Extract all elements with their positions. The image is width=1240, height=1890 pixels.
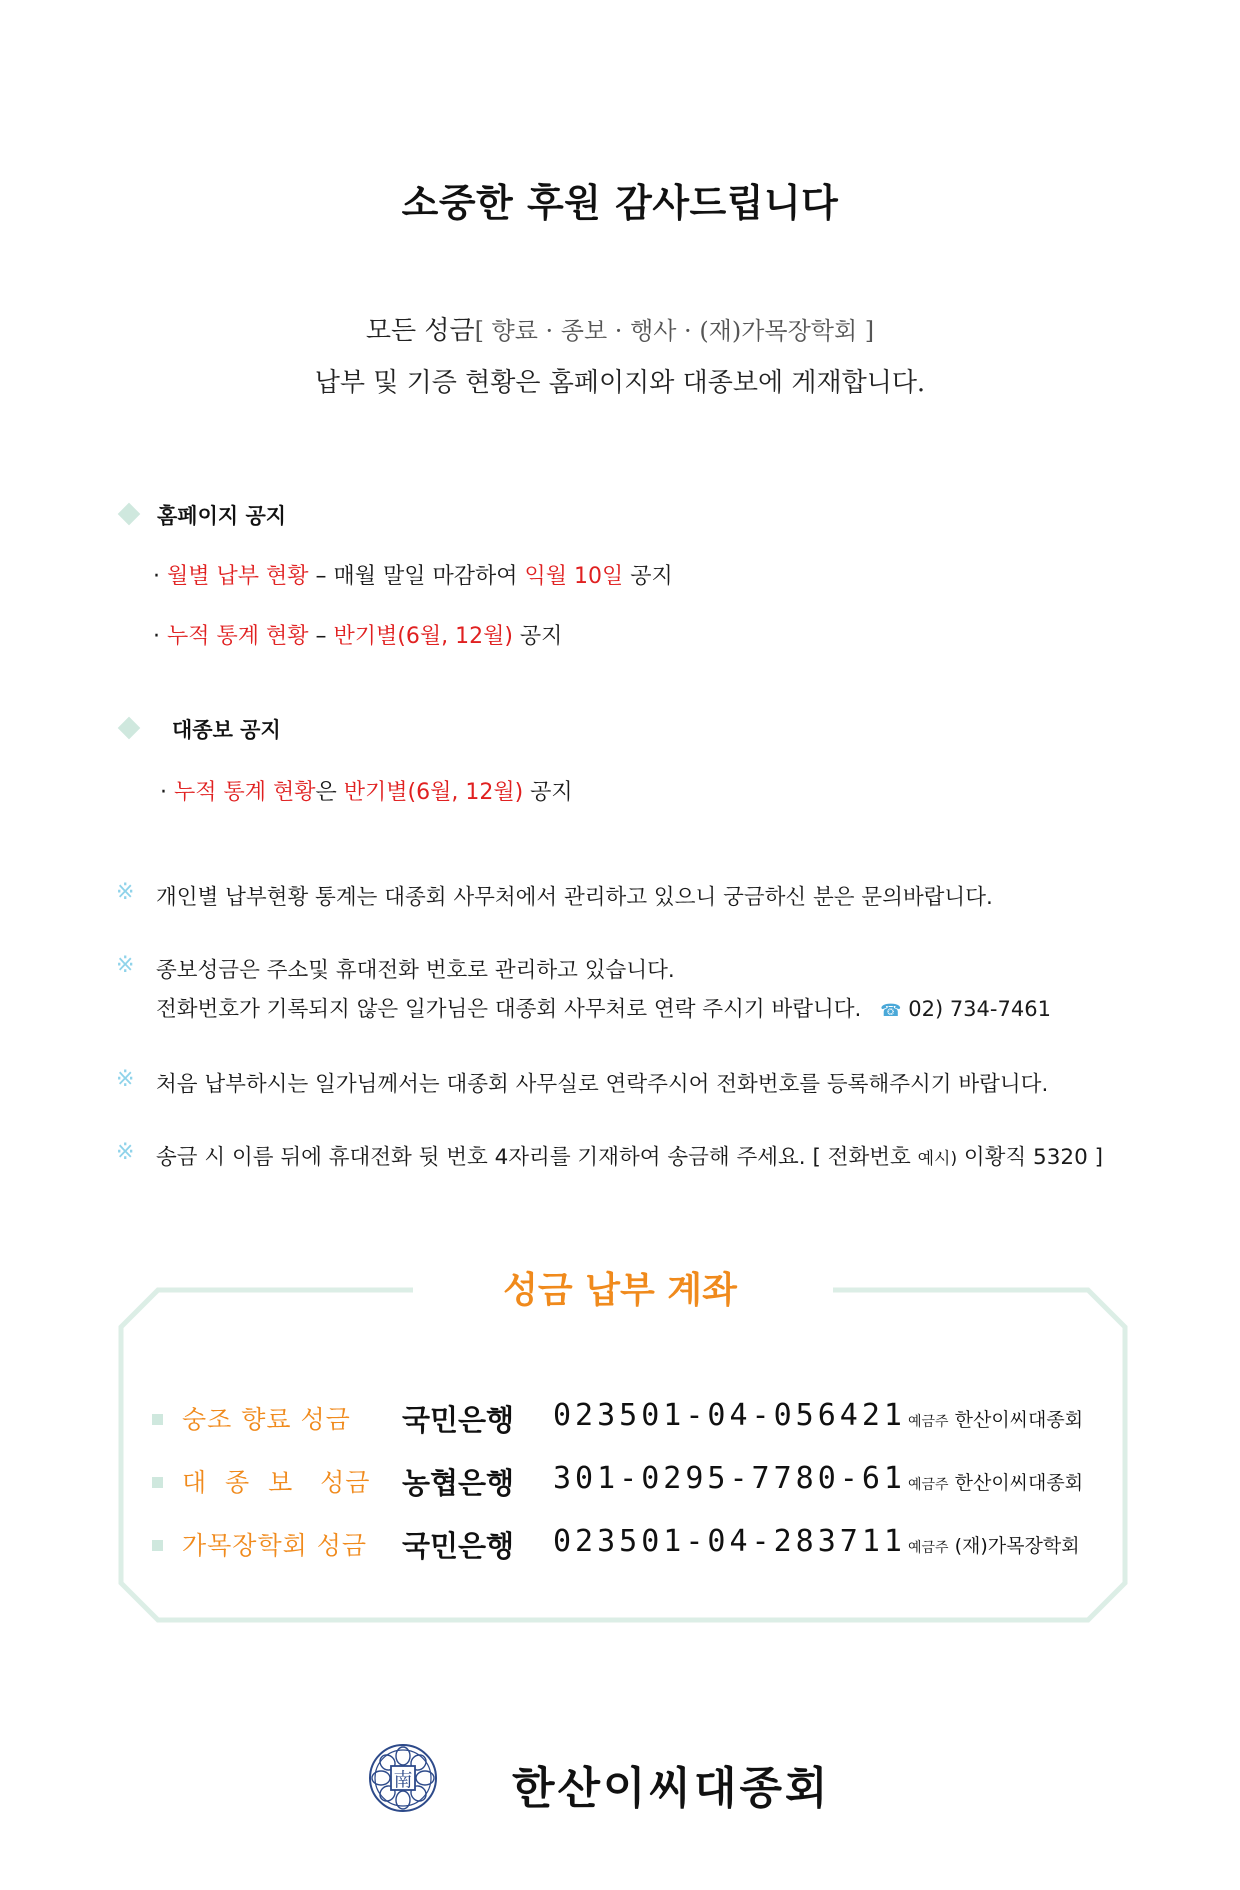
bullet-dot: · — [160, 780, 167, 805]
holder-name: 한산이씨대종회 — [954, 1409, 1084, 1431]
note-2b — [156, 992, 1051, 1023]
diamond-bullet-icon — [118, 503, 141, 526]
account-number[interactable]: 023501-04-056421 — [553, 1398, 906, 1433]
note-4 — [156, 1140, 1103, 1171]
monthly-deadline: 익월 10일 — [524, 564, 624, 589]
holder-prefix: 예금주 — [908, 1477, 949, 1493]
newspaper-end: 공지 — [523, 780, 573, 805]
account-holder — [908, 1468, 1083, 1495]
intro-line-2: 납부 및 기증 현황은 홈페이지와 대종보에 게재합니다. — [314, 368, 926, 398]
note-4-text: 송금 시 이름 뒤에 휴대전화 뒷 번호 4자리를 기재하여 송금해 주세요. [ 전화번호 — [156, 1145, 918, 1170]
homepage-item-cumulative — [153, 619, 562, 650]
intro-line-1 — [0, 310, 1240, 347]
account-bank: 농협은행 — [402, 1466, 515, 1500]
cumulative-status-label: 누적 통계 현황 — [167, 624, 309, 649]
note-2a: 종보성금은 주소및 휴대전화 번호로 관리하고 있습니다. — [156, 958, 675, 983]
bullet-dot: · — [153, 564, 160, 589]
newspaper-heading: 대종보 공지 — [172, 718, 281, 742]
newspaper-status-label: 누적 통계 현황 — [174, 780, 316, 805]
monthly-status-text: – 매월 말일 마감하여 — [308, 564, 525, 589]
square-bullet-icon — [152, 1540, 163, 1551]
holder-prefix: 예금주 — [908, 1414, 949, 1430]
newspaper-status-text: 은 — [315, 780, 344, 805]
note-1: 개인별 납부현황 통계는 대종회 사무처에서 관리하고 있으니 궁금하신 분은 문의바랍니다. — [156, 885, 993, 910]
page-title: 소중한 후원 감사드립니다 — [401, 181, 839, 225]
square-bullet-icon — [152, 1477, 163, 1488]
note-2b-text: 전화번호가 기록되지 않은 일가님은 대종회 사무처로 연락 주시기 바랍니다. — [156, 997, 862, 1022]
holder-prefix: 예금주 — [908, 1540, 949, 1556]
emblem-character: 南 — [393, 1769, 413, 1791]
monthly-status-label: 월별 납부 현황 — [167, 564, 309, 589]
account-bank: 국민은행 — [402, 1403, 515, 1437]
account-section-title: 성금 납부 계좌 — [503, 1270, 737, 1311]
bullet-dot: · — [153, 624, 160, 649]
phone-number[interactable]: 02) 734-7461 — [908, 997, 1051, 1021]
square-bullet-icon — [152, 1414, 163, 1425]
intro-prefix: 모든 성금 — [365, 316, 475, 346]
account-holder — [908, 1405, 1083, 1432]
organization-name: 한산이씨대종회 — [512, 1763, 831, 1814]
homepage-item-monthly — [153, 559, 673, 590]
cumulative-status-text: – — [308, 624, 334, 649]
diamond-bullet-icon — [118, 717, 141, 740]
note-4-example: 예시) — [917, 1149, 958, 1169]
reference-mark-icon: ※ — [116, 1067, 135, 1092]
account-bank: 국민은행 — [402, 1529, 515, 1563]
monthly-end: 공지 — [623, 564, 673, 589]
account-holder — [908, 1531, 1080, 1558]
cumulative-period: 반기별(6월, 12월) — [333, 624, 513, 649]
account-label: 대 종 보 성금 — [182, 1468, 371, 1497]
clan-emblem-logo — [367, 1742, 439, 1814]
holder-name: 한산이씨대종회 — [954, 1472, 1084, 1494]
intro-bracket: [ 향료 · 종보 · 행사 · (재)가목장학회 ] — [474, 317, 875, 345]
reference-mark-icon: ※ — [116, 880, 135, 905]
holder-name: (재)가목장학회 — [954, 1535, 1080, 1557]
account-number[interactable]: 301-0295-7780-61 — [553, 1461, 906, 1496]
phone-icon: ☎ — [880, 1001, 902, 1021]
reference-mark-icon: ※ — [116, 1140, 135, 1165]
account-label: 숭조 향료 성금 — [182, 1405, 351, 1434]
cumulative-end: 공지 — [512, 624, 563, 649]
homepage-heading: 홈페이지 공지 — [157, 504, 287, 528]
newspaper-period: 반기별(6월, 12월) — [343, 780, 524, 805]
newspaper-item-cumulative — [160, 775, 573, 806]
note-4-end: 이황직 5320 ] — [957, 1145, 1103, 1170]
note-3: 처음 납부하시는 일가님께서는 대종회 사무실로 연락주시어 전화번호를 등록해주시기 바랍니다. — [156, 1072, 1049, 1097]
account-box-frame — [118, 1280, 1128, 1630]
account-number[interactable]: 023501-04-283711 — [553, 1524, 906, 1559]
account-label: 가목장학회 성금 — [182, 1531, 367, 1560]
reference-mark-icon: ※ — [116, 953, 135, 978]
